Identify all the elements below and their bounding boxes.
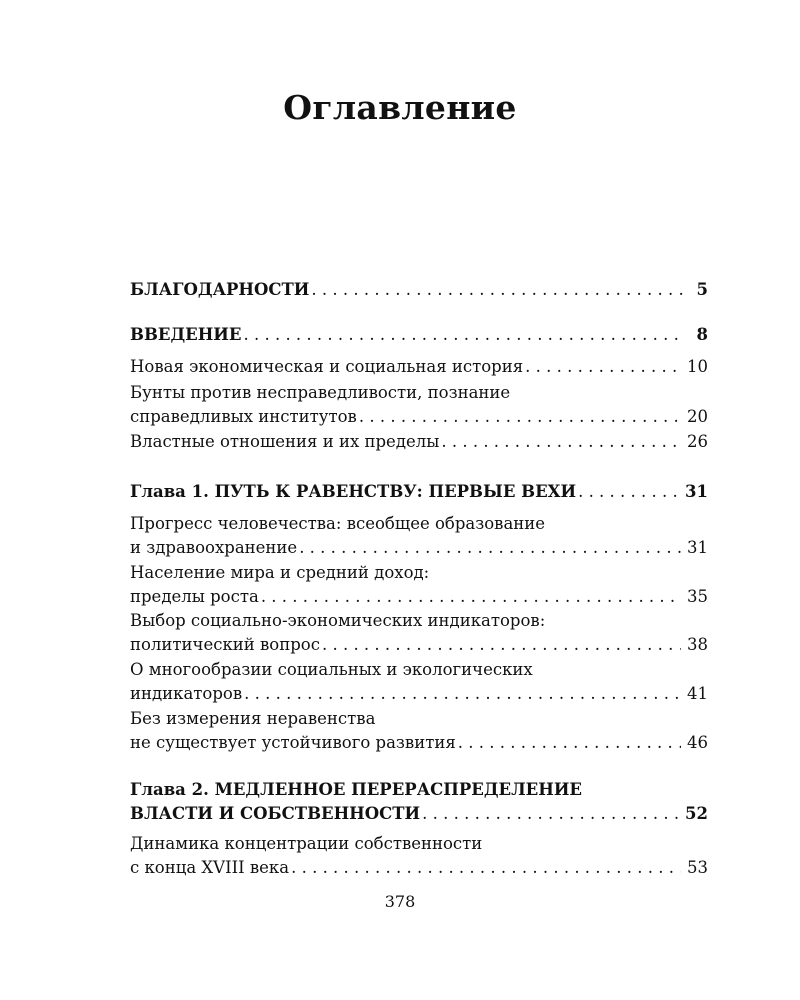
toc-entry-page: 38 [687,635,708,654]
toc-entry-chapter-2[interactable] [130,778,708,826]
toc-entry-label: Глава 1. ПУТЬ К РАВЕНСТВУ: ПЕРВЫЕ ВЕХИ [130,482,577,501]
toc-entry[interactable] [130,707,708,755]
toc-entry-page: 20 [687,407,708,426]
toc-entry[interactable] [130,561,708,609]
toc-entry-label: БЛАГОДАРНОСТИ [130,280,310,299]
leader-dots [291,856,681,880]
leader-dots [359,405,681,429]
leader-dots [244,682,681,706]
toc-entry[interactable] [130,381,708,429]
page-number: 378 [384,892,416,911]
toc-entry-label: Выбор социально-экономических индикаторов: [130,611,546,630]
toc-entry-page: 41 [687,684,708,703]
leader-dots [578,480,679,504]
leader-dots [525,355,681,379]
toc-entry-label: с конца XVIII века [130,858,290,877]
toc-entry-label: пределы роста [130,587,259,606]
leader-dots [441,430,681,454]
leader-dots [458,731,681,755]
toc-entry-acknowledgements[interactable] [130,278,708,302]
toc-entry-label: О многообразии социальных и экологических [130,660,533,679]
toc-entry-label: Без измерения неравенства [130,709,376,728]
toc-entry-label: ВЛАСТИ И СОБСТВЕННОСТИ [130,804,421,823]
toc-entry-label: ВВЕДЕНИЕ [130,325,242,344]
toc-entry-page: 5 [696,280,708,299]
leader-dots [261,585,681,609]
toc-entry-page: 8 [696,325,708,344]
toc-entry-label: политический вопрос [130,635,320,654]
toc-entry[interactable] [130,512,708,560]
toc-entry-chapter-1[interactable] [130,480,708,504]
leader-dots [299,536,681,560]
toc-entry-page: 52 [685,804,708,823]
leader-dots [422,802,679,826]
leader-dots [311,278,684,302]
toc-entry-page: 46 [687,733,708,752]
toc-entry-page: 31 [685,482,708,501]
toc-entry-label: Прогресс человечества: всеобщее образование [130,514,546,533]
toc-entry-label: и здравоохранение [130,538,298,557]
toc-entry-label: Бунты против несправедливости, познание [130,383,511,402]
toc-entry-label: Глава 2. МЕДЛЕННОЕ ПЕРЕРАСПРЕДЕЛЕНИЕ [130,780,582,799]
toc-entry-label: Властные отношения и их пределы [130,432,440,451]
toc-entry[interactable] [130,430,708,454]
toc-entry-label: индикаторов [130,684,243,703]
toc-entry-page: 35 [687,587,708,606]
leader-dots [322,633,681,657]
leader-dots [243,323,684,347]
toc-entry[interactable] [130,609,708,657]
toc-entry[interactable] [130,658,708,706]
toc-entry[interactable] [130,832,708,880]
toc-entry-page: 53 [687,858,708,877]
toc-entry-introduction[interactable] [130,323,708,347]
toc-entry-page: 31 [687,538,708,557]
page-title: Оглавление [283,88,517,127]
toc-entry-label: справедливых институтов [130,407,357,426]
toc-entry-page: 26 [687,432,708,451]
toc-entry[interactable] [130,355,708,379]
toc-entry-page: 10 [687,357,708,376]
toc-entry-label: Динамика концентрации собственности [130,834,483,853]
toc-entry-label: Население мира и средний доход: [130,563,430,582]
toc-entry-label: не существует устойчивого развития [130,733,456,752]
toc-entry-label: Новая экономическая и социальная история [130,357,524,376]
